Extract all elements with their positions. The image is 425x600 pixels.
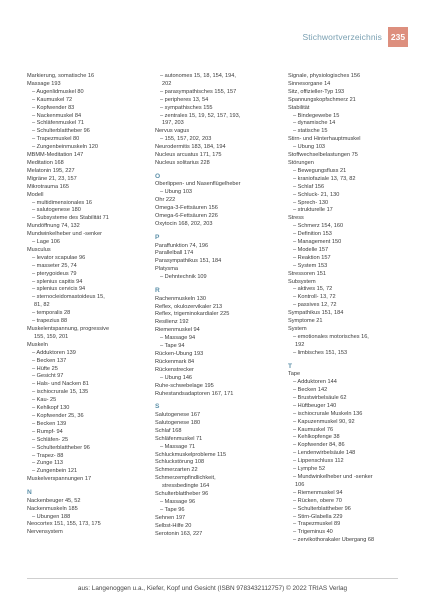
index-entry: – Augenlidmuskel 80 [32,88,84,95]
index-entry: – Trapezmuskel 89 [293,521,341,528]
index-entry: Spannungskopfschmerz 21 [288,96,356,103]
index-entry: – Hüfte 25 [32,365,58,372]
index-entry: – Kapuzenmuskel 90, 92 [293,418,355,425]
index-entry: – Trapez- 88 [32,452,64,459]
section-title: Stichwortverzeichnis [302,32,382,42]
index-entry: – Zunge 113 [32,460,63,467]
index-entry: – Lage 106 [32,239,60,246]
index-entry: – Kau- 25 [32,397,57,404]
index-entry: – Tape 96 [160,506,185,513]
index-column-3 [288,73,408,545]
index-entry: – ischiocrurale 15, 135 [32,389,89,396]
index-entry: – emotionales motorisches 16, [293,333,369,340]
index-entry: – Brustwirbelsäule 62 [293,394,347,401]
index-entry: Melatonin 195, 227 [27,167,75,174]
index-entry: – Kehlkopf 130 [32,405,70,412]
index-entry: – Bindegewebe 15 [293,112,340,119]
index-entry: – Mundwinkelheber und -senker [293,474,373,480]
index-entry: Riemenmuskel 94 [155,327,200,334]
index-entry: – Becken 139 [32,420,67,427]
index-entry: – Lippenschluss 112 [293,458,344,465]
index-entry: – passives 12, 72 [293,302,337,309]
index-entry: – aktives 15, 72 [293,286,333,293]
index-entry: – Lendenwirbelsäule 148 [293,450,356,457]
footer-divider [27,578,398,579]
index-entry: – Hüftbeuger 140 [293,402,337,409]
index-entry: 197, 203 [162,120,184,127]
index-entry: Markierung, somatische 16 [27,73,95,79]
index-entry: – Sprech- 130 [293,199,329,206]
index-entry: Ohr 222 [155,197,176,204]
index-entry: – Übung 103 [160,189,193,196]
index-entry: – dynamische 14 [293,120,336,127]
index-entry: Schluckmuskelprobleme 115 [155,451,227,458]
index-entry: – Massage 94 [160,335,196,342]
index-entry: – Schulterblattheber 96 [32,128,90,135]
index-entry: – Übung 103 [293,144,326,151]
index-entry: – Reaktion 157 [293,254,331,261]
index-entry: Serotonin 163, 227 [155,530,203,537]
index-entry: – Definition 153 [293,231,332,238]
index-entry: – Kehlkopfenge 38 [293,434,340,441]
index-entry: – Trapezmuskel 80 [32,136,80,143]
index-entry: 81, 82 [34,302,50,309]
page-number-badge: 235 [388,27,408,47]
index-entry: – Massage 96 [160,498,196,505]
index-entry: – Hals- und Nacken 81 [32,381,89,388]
index-entry: Rücken-Übung 193 [155,350,204,357]
index-entry: – Kaumuskel 76 [293,426,334,433]
index-entry: Stabilität [288,104,310,111]
index-entry: 106 [295,481,305,488]
index-entry: Schulterblattheber 96 [155,491,209,498]
index-entry: – Schläfen- 25 [32,436,69,443]
index-entry: Parallelball 174 [155,250,194,257]
index-entry: – Kopfwender 25, 36 [32,412,84,419]
index-entry: Nucleus solitarius 228 [155,159,210,166]
index-entry: Massage 193 [27,80,61,87]
index-entry: – Adduktoren 144 [293,379,337,386]
index-entry: – zentrales 15, 19, 52, 157, 193, [160,112,241,119]
index-entry: Schlaf 168 [155,427,182,434]
index-entry: – Subsysteme des Stabilität 71 [32,215,109,222]
index-column-1 [27,73,147,537]
index-entry: Paraffunktion 74, 196 [155,242,209,249]
index-entry: Sitz, offizieller-Typ 193 [288,88,345,95]
index-entry: Omega-6-Fettsäuren 226 [155,213,218,220]
page-header [303,27,408,47]
index-entry: 192 [295,341,305,348]
index-entry: – Management 150 [293,239,342,246]
index-entry: System [288,326,307,332]
index-entry: – Schulterblattheber 96 [293,505,351,512]
index-entry: – Tape 94 [160,343,185,350]
index-entry: – Adduktoren 139 [32,349,76,356]
index-entry: – Kopfwender 83 [32,104,75,111]
index-entry: Oberlippen- und Nasenflügelheber [155,181,241,188]
index-entry: Sehnen 197 [155,514,186,521]
index-entry: – temporalis 28 [32,310,71,317]
index-entry: Schmerzempfindlichkeit, [155,475,216,482]
index-entry: Platysma [155,266,179,273]
index-entry: – zervikothorakaler Übergang 68 [293,537,375,544]
index-entry: Rachenmuskeln 130 [155,295,206,302]
index-letter-heading: R [155,287,160,295]
index-entry: – Übungen 188 [32,513,71,520]
index-entry: – peripheres 13, 54 [160,96,209,103]
index-entry: – Dehntechnik 109 [160,274,207,281]
index-entry: – parasympathisches 155, 157 [160,88,237,95]
index-entry: 155, 159, 201 [34,333,69,340]
index-entry: Rückenstrecker [155,366,194,373]
index-entry: Nackenbeuger 45, 52 [27,497,81,504]
index-entry: Modell [27,191,44,198]
index-entry: – salutogenese 180 [32,207,81,214]
index-entry: – Zungenbeinmuskeln 120 [32,144,98,151]
index-entry: Mikrotrauma 165 [27,183,69,190]
index-entry: – statische 15 [293,128,328,135]
index-letter-heading: S [155,403,160,411]
index-entry: Schmerzarten 22 [155,467,198,474]
index-entry: – Schmerz 154, 160 [293,223,344,230]
index-entry: – kraniofaziale 13, 73, 82 [293,175,356,182]
index-entry: – Schlaf 156 [293,183,325,190]
index-entry: – Riemenmuskel 94 [293,489,343,496]
index-entry: – Nackenmuskel 84 [32,112,82,119]
index-entry: Muskeln [27,341,48,348]
index-entry: Salutogenese 180 [155,419,201,426]
index-entry: Nervensystem [27,529,63,536]
index-entry: Meditation 168 [27,159,64,166]
index-entry: Parasympathikus 151, 184 [155,258,222,265]
index-entry: Stressoren 151 [288,270,326,277]
index-entry: Stoffwechselbelastungen 75 [288,152,358,159]
footer-citation: aus: Langenoggen u.a., Kiefer, Kopf und Gesicht (ISBN 9783432112757) © 2022 TRIAS Verlag [77,585,348,592]
index-entry: Neocortex 151, 155, 173, 175 [27,521,101,528]
index-entry: Subsystem [288,278,316,285]
index-letter-heading: O [155,172,161,180]
index-entry: – masseter 25, 74 [32,262,77,269]
index-entry: Resilienz 192 [155,319,189,326]
index-entry: – Übung 146 [160,374,193,381]
index-entry: – splenius cervicis 94 [32,286,86,293]
index-entry: – Gesicht 97 [32,373,64,380]
index-entry: Signale, physiologisches 156 [288,73,361,79]
index-entry: 202 [162,80,172,87]
index-entry: Nucleus arcuatus 171, 175 [155,152,222,159]
index-entry: – System 153 [293,262,328,269]
index-entry: Ruhestandsadaptoren 167, 171 [155,390,234,397]
index-entry: Reflex, trigeminokardialer 225 [155,311,230,318]
index-entry: – Rücken, obere 70 [293,497,342,504]
index-entry: Tape [288,371,301,378]
index-entry: – Schläfenmuskel 71 [32,120,84,127]
index-entry: – levator scapulae 96 [32,254,86,261]
index-entry: Selbst-Hilfe 20 [155,522,192,529]
index-entry: Muskelverspannungen 17 [27,476,92,483]
index-entry: – Schulterblattheber 96 [32,444,90,451]
index-entry: – Kopfwender 84, 86 [293,442,345,449]
index-entry: Mundwinkelheber und -senker [27,231,102,238]
index-entry: Schläfenmuskel 71 [155,435,203,442]
index-entry: – Stirn-Glabella 229 [293,513,343,520]
index-entry: Muskelentspannung, progressive [27,326,110,332]
index-entry: Störungen [288,159,314,166]
index-entry: stressbedingte 164 [162,483,210,490]
index-entry: – Massage 71 [160,443,196,450]
index-entry: Musculus [27,246,51,253]
index-entry: – sympathisches 155 [160,104,213,111]
index-entry: – splenius capitis 94 [32,278,83,285]
index-entry: Mundöffnung 74, 132 [27,223,80,230]
index-entry: – trapezius 88 [32,318,68,325]
index-entry: Migräne 21, 23, 157 [27,175,77,182]
index-entry: – strukturelle 17 [293,207,333,214]
index-entry: Sinnesorgane 14 [288,80,331,87]
index-entry: Neurodermitis 183, 184, 194 [155,144,226,151]
index-entry: Stress [288,215,304,222]
index-letter-heading: P [155,233,160,241]
index-letter-heading: T [288,362,293,370]
index-entry: – Becken 142 [293,387,328,394]
index-entry: Nackenmuskeln 185 [27,505,78,512]
index-entry: – autonomes 15, 18, 154, 194, [160,73,236,79]
index-entry: Schluckstörung 108 [155,459,205,466]
index-entry: Oxytocin 168, 202, 203 [155,221,213,227]
index-entry: – 155, 157, 202, 203 [160,136,212,143]
index-entry: MBMM-Meditation 147 [27,152,84,159]
index-entry: – sternocleidomastoideus 15, [32,294,105,301]
index-entry: Rückenmark 84 [155,358,195,365]
index-column-2 [155,73,275,539]
index-entry: – Kontroll- 13, 72 [293,294,336,301]
index-entry: Omega-3-Fettsäuren 156 [155,205,218,212]
index-entry: Reflex, okulozervikaler 213 [155,303,223,310]
index-entry: Symptome 21 [288,318,323,325]
index-entry: Salutogenese 167 [155,412,201,418]
index-entry: – Rumpf- 94 [32,428,63,435]
index-entry: – Lymphe 52 [293,466,326,473]
index-entry: – pterygoideus 79 [32,270,77,277]
index-entry: Ruhe-schwebelage 195 [155,382,214,389]
index-entry: Nervus vagus [155,128,190,135]
index-letter-heading: N [27,489,32,497]
index-entry: – Modelle 157 [293,246,329,253]
index-entry: – Bewegungsfluss 21 [293,167,347,174]
index-entry: – Schluck- 21, 130 [293,191,340,198]
index-entry: – multidimensionales 16 [32,199,93,206]
index-entry: – limbisches 151, 153 [293,349,348,356]
index-entry: – Trigeminus 40 [293,529,333,536]
index-entry: – Kaumuskel 72 [32,96,73,103]
index-entry: – ischiocrurale Muskeln 136 [293,410,363,417]
index-entry: Sympathikus 151, 184 [288,310,344,317]
index-entry: – Zungenbein 121 [32,468,78,475]
index-entry: – Becken 137 [32,357,67,364]
index-entry: Stirn- und Hinterhauptmuskel [288,136,361,143]
